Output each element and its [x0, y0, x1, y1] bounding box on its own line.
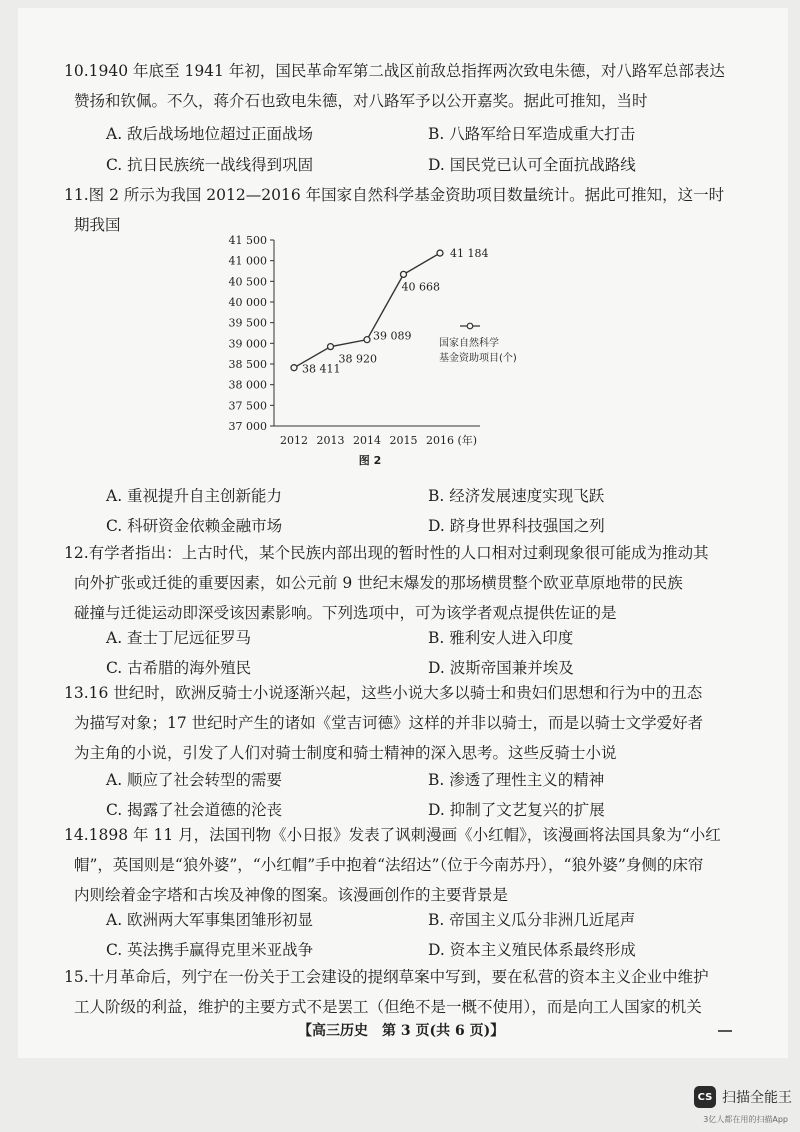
question-stem-line: 为描写对象；17 世纪时产生的诸如《堂吉诃德》这样的并非以骑士，而是以骑士文学爱好者: [74, 714, 704, 732]
legend-label: 基金资助项目(个): [439, 353, 517, 364]
question-stem-line: 有学者指出：上古时代，某个民族内部出现的暂时性的人口相对过剩现象很可能成为推动其: [88, 544, 709, 562]
option-d: D. 抑制了文艺复兴的扩展: [428, 801, 605, 819]
question-number: 12.: [64, 544, 89, 562]
y-tick-label: 39 500: [228, 316, 267, 330]
data-point: [437, 250, 443, 256]
question-stem-line: 十月革命后，列宁在一份关于工会建设的提纲草案中写到，要在私营的资本主义企业中维护: [88, 968, 709, 986]
data-point: [364, 337, 370, 343]
question-stem-line: 碰撞与迁徙运动即深受该因素影响。下列选项中，可为该学者观点提供佐证的是: [74, 604, 617, 622]
page-footer: 【高三历史 第 3 页(共 6 页)】: [298, 1023, 505, 1039]
exam-page: [18, 8, 788, 1058]
question-number: 15.: [64, 968, 89, 986]
data-label: 41 184: [450, 247, 489, 261]
data-point: [291, 365, 297, 371]
x-tick-label: 2014: [353, 434, 381, 447]
option-c: C. 古希腊的海外殖民: [106, 659, 252, 677]
question-stem-line: 图 2 所示为我国 2012—2016 年国家自然科学基金资助项目数量统计。据此可推知，这一时: [88, 186, 725, 204]
data-point: [401, 271, 407, 277]
option-d: D. 跻身世界科技强国之列: [428, 517, 605, 535]
page-mark: [718, 1030, 732, 1032]
question-number: 10.: [64, 62, 89, 80]
option-b: B. 八路军给日军造成重大打击: [428, 125, 636, 143]
y-tick-label: 37 500: [228, 399, 267, 413]
y-tick-label: 38 500: [228, 358, 267, 371]
option-c: C. 抗日民族统一战线得到巩固: [106, 156, 314, 174]
question-number: 13.: [64, 684, 89, 702]
x-tick-label: 2012: [280, 434, 308, 447]
option-a: A. 敌后战场地位超过正面战场: [106, 125, 314, 143]
y-tick-label: 40 000: [228, 296, 267, 309]
scanner-logo-icon: CS: [694, 1086, 716, 1108]
y-tick-label: 37 000: [228, 420, 267, 433]
option-c: C. 英法携手赢得克里米亚战争: [106, 941, 314, 959]
question-stem-line: 向外扩张或迁徙的重要因素，如公元前 9 世纪末爆发的那场横贯整个欧亚草原地带的民族: [74, 574, 683, 592]
y-tick-label: 41 000: [228, 254, 267, 268]
option-d: D. 资本主义殖民体系最终形成: [428, 941, 636, 959]
data-label: 40 668: [401, 280, 440, 294]
question-stem-line: 期我国: [74, 216, 121, 234]
option-b: B. 雅利安人进入印度: [428, 629, 574, 647]
question-number: 14.: [64, 826, 89, 844]
option-b: B. 帝国主义瓜分非洲几近尾声: [428, 911, 636, 929]
x-tick-label: 2016 (年): [426, 434, 478, 447]
scanner-tagline: 3亿人都在用的扫描App: [703, 1115, 788, 1124]
y-tick-label: 40 500: [228, 275, 267, 289]
option-b: B. 渗透了理性主义的精神: [428, 771, 605, 789]
question-14: [64, 820, 721, 910]
question-stem-line: 赞扬和钦佩。不久，蒋介石也致电朱德，对八路军予以公开嘉奖。据此可推知，当时: [74, 92, 648, 110]
option-b: B. 经济发展速度实现飞跃: [428, 487, 605, 505]
x-tick-label: 2013: [316, 434, 345, 447]
line-chart: [18, 8, 788, 488]
data-label: 38 920: [338, 352, 377, 366]
question-stem-line: 内则绘着金字塔和古埃及神像的图案。该漫画创作的主要背景是: [74, 886, 509, 904]
legend-marker: [467, 323, 473, 329]
option-c: C. 揭露了社会道德的沦丧: [106, 801, 283, 819]
question-stem-line: 工人阶级的利益，维护的主要方式不是罢工（但绝不是一概不使用），而是向工人国家的机关: [74, 998, 702, 1016]
option-a: A. 欧洲两大军事集团雏形初显: [106, 911, 314, 929]
option-d: D. 波斯帝国兼并埃及: [428, 659, 574, 677]
y-tick-label: 41 500: [228, 234, 267, 247]
question-13: [64, 678, 703, 768]
question-stem-line: 16 世纪时，欧洲反骑士小说逐渐兴起，这些小说大多以骑士和贵妇们思想和行为中的丑态: [88, 684, 703, 702]
y-tick-label: 38 000: [228, 378, 267, 392]
figure-caption: 图 2: [358, 454, 382, 467]
question-stem-line: 为主角的小说，引发了人们对骑士制度和骑士精神的深入思考。这些反骑士小说: [74, 744, 617, 762]
scanner-app-name: 扫描全能王: [722, 1090, 792, 1106]
question-stem-line: 1898 年 11 月，法国刊物《小日报》发表了讽刺漫画《小红帽》，该漫画将法国具象为“小红: [88, 826, 721, 844]
data-point: [328, 344, 334, 350]
scanner-watermark: [694, 1086, 792, 1108]
data-label: 39 089: [373, 329, 412, 343]
series-line: [294, 253, 440, 368]
legend-label: 国家自然科学: [439, 338, 499, 349]
question-12: [64, 538, 709, 628]
option-a: A. 查士丁尼远征罗马: [106, 629, 252, 647]
option-c: C. 科研资金依赖金融市场: [106, 517, 283, 535]
x-tick-label: 2015: [389, 434, 418, 447]
option-d: D. 国民党已认可全面抗战路线: [428, 156, 636, 174]
data-label: 38 411: [302, 362, 341, 376]
question-stem-line: 帽”，英国则是“狼外婆”，“小红帽”手中抱着“法绍达”（位于今南苏丹），“狼外婆”身侧的床帘: [74, 856, 704, 874]
y-tick-label: 39 000: [228, 337, 267, 351]
option-a: A. 顺应了社会转型的需要: [106, 771, 283, 789]
question-number: 11.: [64, 186, 89, 204]
option-a: A. 重视提升自主创新能力: [106, 487, 283, 505]
question-15: [64, 962, 709, 1022]
question-stem-line: 1940 年底至 1941 年初，国民革命军第二战区前敌总指挥两次致电朱德，对八路军总部表达: [88, 62, 725, 80]
